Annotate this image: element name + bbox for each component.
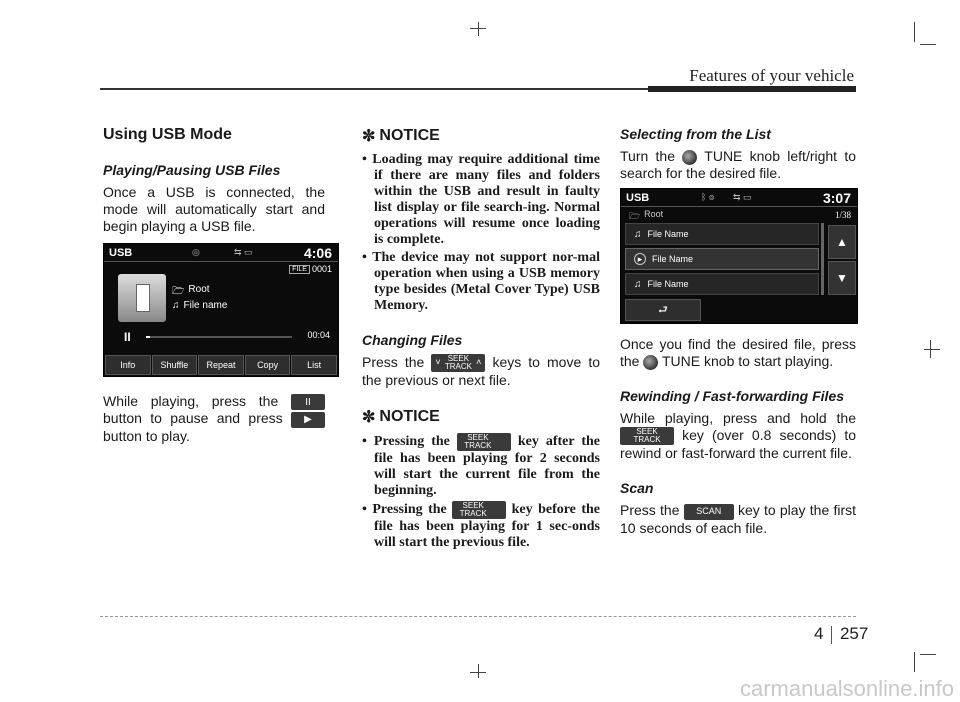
scrollbar[interactable] <box>821 223 824 295</box>
mode-label: USB <box>109 247 133 259</box>
column-middle <box>362 126 600 553</box>
crop-mark <box>478 664 479 678</box>
usb-playback-screen <box>103 243 339 377</box>
triangle-down-icon: ▼ <box>836 271 848 285</box>
paragraph-scan: Press the SCAN key to play the first 10 seconds of each file. <box>620 502 857 536</box>
folder-icon: 🗁 <box>629 211 641 221</box>
notice-heading: ✼ NOTICE <box>362 127 440 145</box>
progress-fill <box>146 336 150 338</box>
scroll-down-button[interactable] <box>828 261 856 295</box>
file-badge: FILE <box>289 265 310 274</box>
subsection-title: Selecting from the List <box>620 126 771 142</box>
page-number-value: 257 <box>839 624 869 643</box>
usb-icon: ⇆ ▭ <box>234 247 253 257</box>
crop-mark <box>924 349 940 350</box>
crop-mark <box>920 44 936 45</box>
music-note-icon: ♫ <box>634 278 642 290</box>
bluetooth-icon: ᛒ ◎ <box>701 192 715 202</box>
paragraph: Once a USB is connected, the mode will automatically start and begin playing a USB file. <box>103 184 325 234</box>
notice-list <box>362 152 600 314</box>
paragraph-found: Once you find the desired file, press the TUNE knob to start playing. <box>620 336 856 369</box>
clock: 4:06 <box>303 245 332 261</box>
back-arrow-icon: ⮐ <box>658 303 668 316</box>
crop-mark <box>478 22 479 36</box>
usb-file-list-screen <box>620 188 858 324</box>
scan-key: SCAN <box>684 504 734 520</box>
usb-icon: ⇆ ▭ <box>733 192 752 202</box>
paragraph-play-pause: While playing, press the II button to pause and press ▶ button to play. <box>103 393 325 445</box>
column-right <box>620 126 856 537</box>
pause-icon[interactable]: II <box>124 330 131 344</box>
notice-item: • Pressing the SEEK TRACK key before the file has been playing for 1 sec-onds will start the previous file. <box>362 501 600 551</box>
tab-shuffle[interactable]: Shuffle <box>152 355 198 375</box>
function-tabs <box>105 355 337 375</box>
seek-track-key: SEEK TRACK <box>457 433 511 451</box>
play-key: ▶ <box>291 412 325 428</box>
elapsed-time: 00:04 <box>307 330 330 340</box>
list-item[interactable]: ♫ File Name <box>625 273 819 295</box>
folder-name: Root <box>188 284 210 295</box>
chevron-right-icon: ˄ <box>476 357 482 368</box>
star-icon: ✼ <box>362 409 376 427</box>
notice-item: • Pressing the SEEK TRACK key after the file has been playing for 2 seconds will start the current file from the beginning. <box>362 433 601 499</box>
page-number-divider <box>831 626 832 644</box>
crop-mark <box>470 672 486 673</box>
notice-item: • The device may not support nor-mal operation when using a USB memory type besides (Metal Cover Type) USB Memory. <box>362 250 600 313</box>
progress-bar[interactable] <box>146 336 292 338</box>
notice-heading: ✼ NOTICE <box>362 408 440 427</box>
tab-repeat[interactable]: Repeat <box>198 355 244 375</box>
play-circle-icon: ▸ <box>634 253 646 265</box>
notice-item: • Loading may require additional time if there are many files and folders within the USB and result in faulty list display or file search-ing. Normal operations will resume once loading is complete. <box>362 152 601 247</box>
disc-icon: ◎ <box>192 247 200 257</box>
footer-rule <box>100 616 856 617</box>
section-title: Using USB Mode <box>103 126 232 143</box>
crop-mark <box>914 22 915 42</box>
page-header-title: Features of your vehicle <box>689 66 854 85</box>
crop-mark <box>914 652 915 672</box>
music-note-icon: ♫ <box>172 300 180 311</box>
pause-key: II <box>291 394 325 410</box>
seek-track-key: SEEK TRACK <box>620 427 674 445</box>
folder-name: Root <box>644 209 664 219</box>
music-note-icon: ♫ <box>634 228 642 240</box>
subsection-title: Rewinding / Fast-forwarding Files <box>620 388 845 404</box>
seek-track-key: ˅ SEEK TRACK ˄ <box>431 354 485 372</box>
tab-list[interactable]: List <box>291 355 337 375</box>
tab-copy[interactable]: Copy <box>245 355 291 375</box>
folder-icon: 🗁 <box>172 286 185 297</box>
subsection-title: Changing Files <box>362 332 463 348</box>
status-divider <box>621 206 857 207</box>
paragraph-changing-files: Press the ˅ SEEK TRACK ˄ keys to move to the previous or next file. <box>362 354 600 389</box>
chevron-left-icon: ˅ <box>435 357 441 368</box>
paragraph-rewind: While playing, press and hold the SEEK TRACK key (over 0.8 seconds) to rewind or fast-forward the current file. <box>620 410 857 462</box>
usb-stick-icon <box>136 284 150 312</box>
subsection-title: Playing/Pausing USB Files <box>103 162 281 178</box>
tab-info[interactable]: Info <box>105 355 151 375</box>
column-left <box>103 126 332 445</box>
subsection-title: Scan <box>620 480 654 497</box>
status-divider <box>104 261 338 262</box>
chapter-number: 4 <box>814 624 824 643</box>
mode-label: USB <box>626 192 650 204</box>
tune-knob-icon <box>643 355 658 370</box>
scroll-up-button[interactable] <box>828 225 856 259</box>
triangle-up-icon: ▲ <box>836 235 848 249</box>
seek-track-key: SEEK TRACK <box>452 501 506 519</box>
crop-mark <box>470 28 486 29</box>
back-button[interactable] <box>625 299 701 321</box>
tune-knob-icon <box>682 150 697 165</box>
header-rule-accent <box>648 86 856 92</box>
list-item[interactable]: ♫ File Name <box>625 223 819 245</box>
file-count: 1/38 <box>834 210 851 220</box>
paragraph-select: Turn the TUNE knob left/right to search for the desired file. <box>620 148 857 181</box>
notice-list <box>362 433 600 551</box>
watermark: carmanualsonline.info <box>739 676 954 701</box>
crop-mark <box>920 654 936 655</box>
star-icon: ✼ <box>362 128 376 145</box>
file-number: 0001 <box>311 264 332 274</box>
list-item-selected[interactable]: ▸ File Name <box>625 248 819 270</box>
usb-album-art <box>118 274 166 322</box>
file-counter <box>289 264 332 274</box>
file-name: File name <box>183 300 228 311</box>
page-number <box>814 624 868 644</box>
clock: 3:07 <box>822 190 851 206</box>
